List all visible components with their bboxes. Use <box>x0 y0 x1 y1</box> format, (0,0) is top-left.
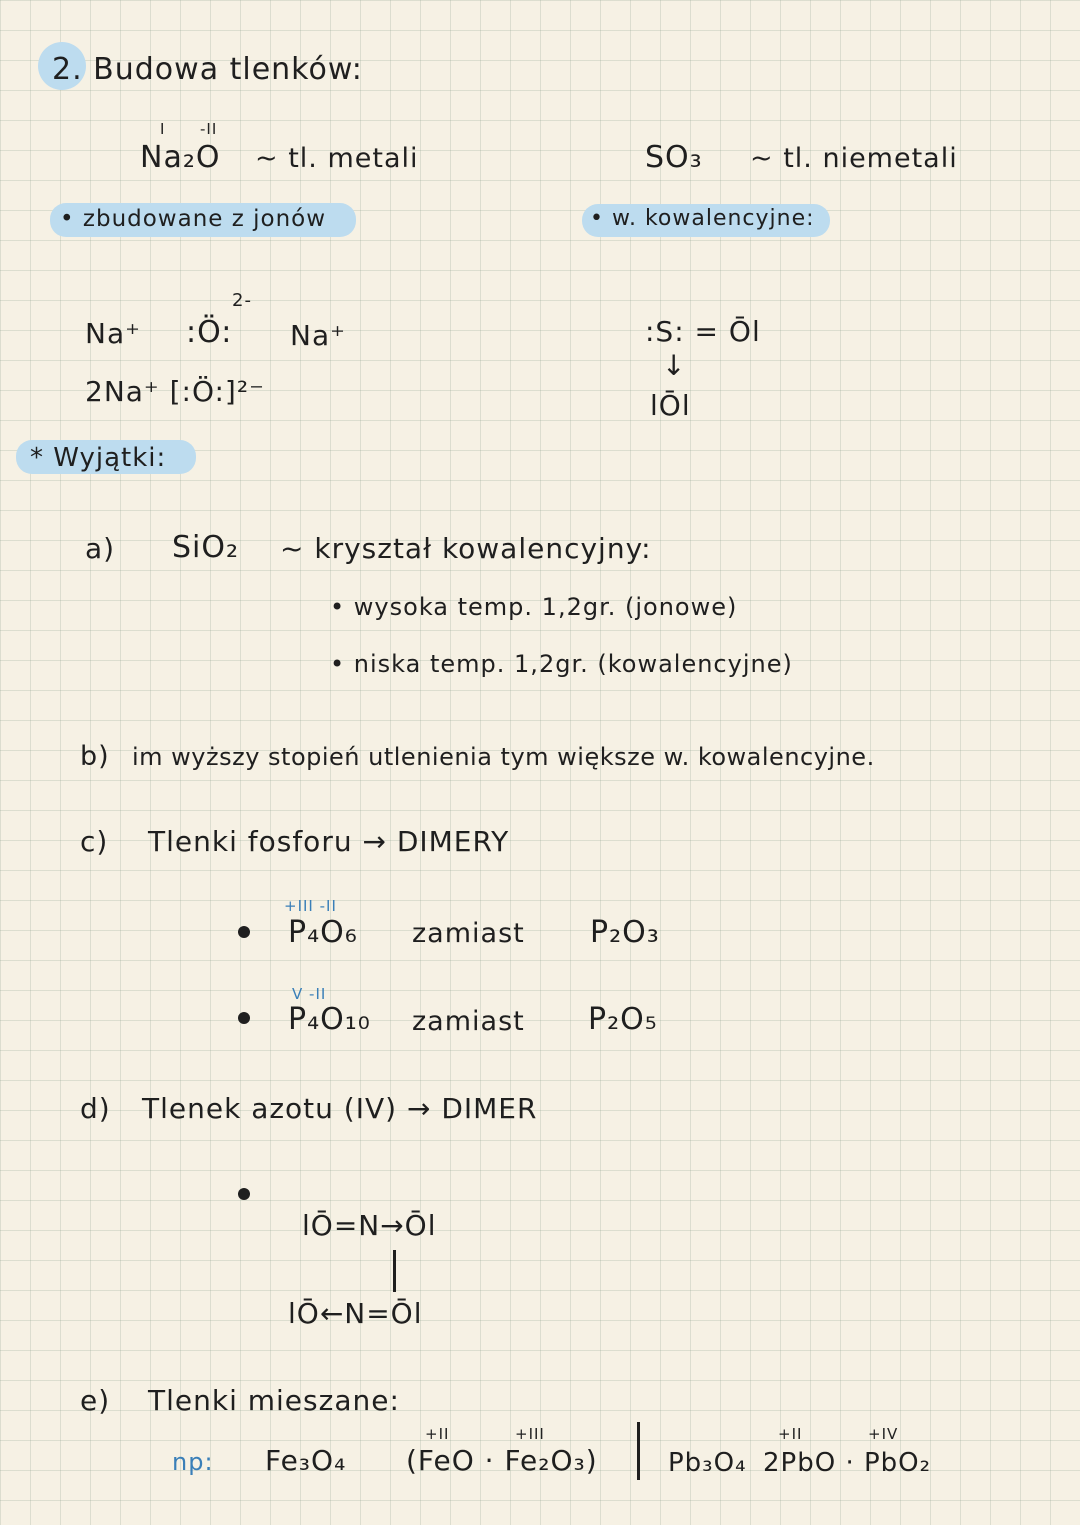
p2o5-formula: P₂O₅ <box>588 1002 658 1037</box>
so3-lewis-arrow: ↓ <box>662 349 687 382</box>
exceptions-label: * Wyjątki: <box>30 443 167 473</box>
p2o3-formula: P₂O₃ <box>590 915 660 950</box>
so3-lewis-bottom: lŌl <box>650 389 691 422</box>
lewis-ionic-formula: 2Na⁺ [:Ö:]²⁻ <box>85 375 265 408</box>
sio2-formula: SiO₂ <box>172 530 240 565</box>
ionic-note-text: zbudowane z jonów <box>82 206 327 232</box>
no2-dimer-top: lŌ=N→Ōl <box>302 1209 437 1242</box>
covalent-note: • w. kowalencyjne: <box>590 206 815 231</box>
e-np: np: <box>172 1448 214 1476</box>
e-text: Tlenki mieszane: <box>148 1384 400 1417</box>
p4o6-oxidation: +III -II <box>284 897 337 915</box>
a-bullet-2: • niska temp. 1,2gr. (kowalencyjne) <box>330 650 793 678</box>
b-label: b) <box>80 741 110 772</box>
p4o10-formula: P₄O₁₀ <box>288 1002 371 1037</box>
c-label: c) <box>80 825 109 858</box>
d-label: d) <box>80 1092 111 1125</box>
a-bullet-1-text: wysoka temp. 1,2gr. (jonowe) <box>353 593 738 621</box>
pb3o4-explained: 2PbO · PbO₂ <box>763 1448 932 1478</box>
na2o-formula: Na₂O <box>140 140 221 175</box>
b-text: im wyższy stopień utlenienia tym większe w. kowalencyjne. <box>132 743 875 771</box>
a-bullet-1: • wysoka temp. 1,2gr. (jonowe) <box>330 593 738 621</box>
fe3o4-formula: Fe₃O₄ <box>265 1444 347 1477</box>
metal-oxide-type: ~ tl. metali <box>255 143 419 174</box>
d-text: Tlenek azotu (IV) → DIMER <box>142 1092 538 1125</box>
lewis-na-right: Na⁺ <box>290 319 346 352</box>
p4o6-formula: P₄O₆ <box>288 915 358 950</box>
a-bullet-2-text: niska temp. 1,2gr. (kowalencyjne) <box>353 650 793 678</box>
d-bullet <box>238 1188 250 1200</box>
ox-o: -II <box>200 120 218 138</box>
fe-ox-iii: +III <box>515 1425 545 1443</box>
a-desc: ~ kryształ kowalencyjny: <box>280 532 652 565</box>
lewis-o-charge: 2- <box>232 290 252 311</box>
so3-lewis-top: :S: = Ōl <box>645 315 761 348</box>
nonmetal-oxide-type: ~ tl. niemetali <box>750 143 958 174</box>
fe-ox-ii: +II <box>425 1425 450 1443</box>
pb-ox-ii: +II <box>778 1425 803 1443</box>
lewis-na-left: Na⁺ <box>85 317 141 350</box>
c-bullet-2 <box>238 1012 250 1024</box>
pb-ox-iv: +IV <box>868 1425 899 1443</box>
divider <box>637 1422 640 1480</box>
ox-na: I <box>160 120 166 138</box>
no2-dimer-bottom: lŌ←N=Ōl <box>288 1297 423 1330</box>
p4o6-zamiast: zamiast <box>412 918 525 949</box>
c-text: Tlenki fosforu → DIMERY <box>148 825 510 858</box>
ionic-note: • zbudowane z jonów <box>60 206 327 232</box>
e-label: e) <box>80 1384 111 1417</box>
c-bullet-1 <box>238 926 250 938</box>
heading: 2. Budowa tlenków: <box>52 52 363 87</box>
pb3o4-formula: Pb₃O₄ <box>668 1448 747 1478</box>
so3-formula: SO₃ <box>645 140 703 175</box>
p4o10-oxidation: V -II <box>292 985 327 1003</box>
lewis-o: :Ö: <box>186 315 233 350</box>
p4o10-zamiast: zamiast <box>412 1006 525 1037</box>
covalent-note-text: w. kowalencyjne: <box>611 206 815 231</box>
n-n-bond <box>393 1250 396 1292</box>
fe3o4-explained: (FeO · Fe₂O₃) <box>406 1444 598 1477</box>
a-label: a) <box>85 532 116 565</box>
